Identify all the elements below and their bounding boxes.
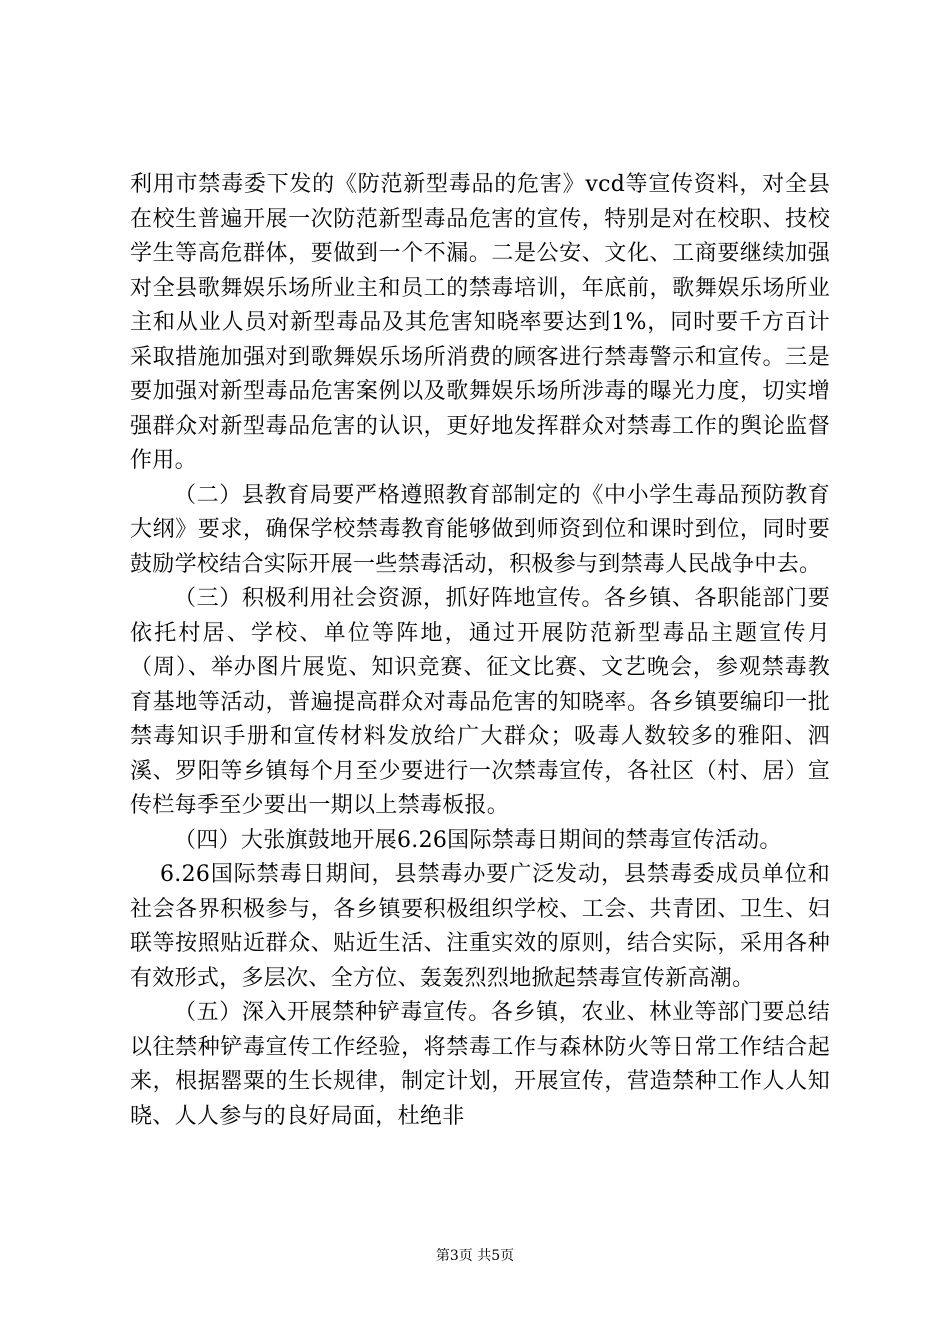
page-number: 第3页 共5页: [435, 1248, 515, 1264]
paragraph-1: 利用市禁毒委下发的《防范新型毒品的危害》vcd等宣传资料，对全县在校生普遍开展一次防范新型毒品危害的宣传，特别是对在校职、技校学生等高危群体，要做到一个不漏。二是公安、文化、工商要继续加强对全县歌舞娱乐场所业主和员工的禁毒培训，年底前，歌舞娱乐场所业主和从业人员对新型毒品及其危害知晓率要达到1%，同时要千方百计采取措施加强对到歌舞娱乐场所消费的顾客进行禁毒警示和宣传。三是要加强对新型毒品危害案例以及歌舞娱乐场所涉毒的曝光力度，切实增强群众对新型毒品危害的认识，更好地发挥群众对禁毒工作的舆论监督作用。: [130, 172, 830, 473]
paragraph-5: 6.26国际禁毒日期间，县禁毒办要广泛发动，县禁毒委成员单位和社会各界积极参与，各乡镇要积极组织学校、工会、共青团、卫生、妇联等按照贴近群众、贴近生活、注重实效的原则，结合实际，采用各种有效形式，多层次、全方位、轰轰烈烈地掀起禁毒宣传新高潮。: [130, 862, 830, 991]
paragraph-3: （三）积极利用社会资源，抓好阵地宣传。各乡镇、各职能部门要依托村居、学校、单位等阵地，通过开展防范新型毒品主题宣传月（周）、举办图片展览、知识竞赛、征文比赛、文艺晚会，参观禁毒教育基地等活动，普遍提高群众对毒品危害的知晓率。各乡镇要编印一批禁毒知识手册和宣传材料发放给广大群众；吸毒人数较多的雅阳、泗溪、罗阳等乡镇每个月至少要进行一次禁毒宣传，各社区（村、居）宣传栏每季至少要出一期以上禁毒板报。: [130, 586, 830, 818]
paragraph-6: （五）深入开展禁种铲毒宣传。各乡镇，农业、林业等部门要总结以往禁种铲毒宣传工作经验，将禁毒工作与森林防火等日常工作结合起来，根据罂粟的生长规律，制定计划，开展宣传，营造禁种工作人人知晓、人人参与的良好局面，杜绝非: [130, 1000, 830, 1129]
paragraph-2: （二）县教育局要严格遵照教育部制定的《中小学生毒品预防教育大纲》要求，确保学校禁毒教育能够做到师资到位和课时到位，同时要鼓励学校结合实际开展一些禁毒活动，积极参与到禁毒人民战争中去。: [130, 482, 830, 577]
paragraph-4: （四）大张旗鼓地开展6.26国际禁毒日期间的禁毒宣传活动。: [174, 827, 782, 853]
document-body: [130, 168, 830, 1134]
